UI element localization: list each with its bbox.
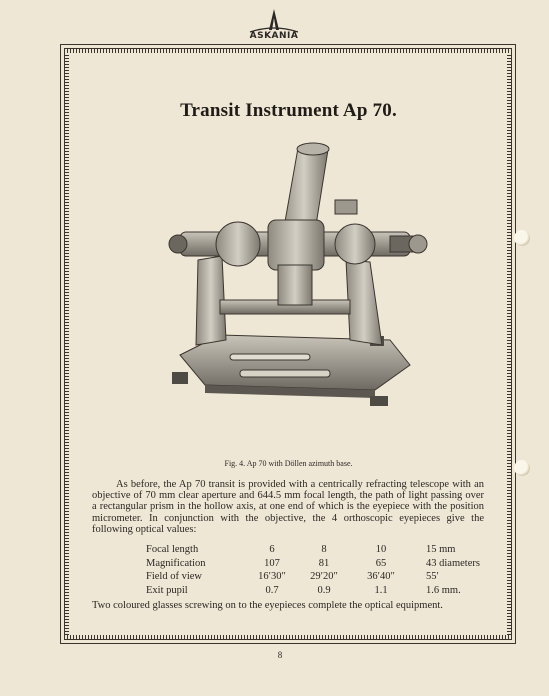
- spec-value: 15 mm: [426, 544, 456, 556]
- spec-value: 81: [318, 557, 330, 569]
- spec-value: 6: [269, 544, 275, 556]
- border-hatch-bottom: [64, 635, 512, 640]
- logo-brand-text: ASKANIA: [249, 31, 299, 41]
- spec-value: 16′30″: [258, 571, 286, 583]
- table-row: [146, 570, 480, 584]
- body-paragraph: As before, the Ap 70 transit is provided with a centrically refracting telescope with an objective of 70 mm clear aperture and 644.5 mm focal length, the path of light passing over a rectangular prism in the hollow axis, at one end of which is the eyepiece with the position micrometer. In conjunction with the objective, the 4 orthoscopic eyepieces give the following optical values:: [92, 479, 484, 535]
- table-row: [146, 584, 480, 598]
- spec-label: Focal length: [146, 544, 199, 556]
- spec-label: Field of view: [146, 571, 202, 583]
- binder-hole-icon: [514, 230, 530, 246]
- spec-value: 65: [375, 557, 387, 569]
- spec-value: 8: [321, 544, 327, 556]
- table-row: [146, 557, 480, 571]
- optical-values-table: [146, 543, 480, 597]
- table-row: [146, 543, 480, 557]
- figure-caption: Fig. 4. Ap 70 with Döllen azimuth base.: [224, 459, 353, 468]
- spec-value: 1.1: [374, 584, 388, 596]
- transit-instrument-illustration: [160, 140, 430, 415]
- spec-label: Magnification: [146, 557, 206, 569]
- page-title: Transit Instrument Ap 70.: [180, 100, 397, 121]
- spec-value: 107: [264, 557, 280, 569]
- spec-value: 55′: [426, 571, 439, 583]
- closing-paragraph: Two coloured glasses screwing on to the eyepieces complete the optical equipment.: [92, 600, 443, 611]
- border-hatch-right: [507, 53, 512, 635]
- spec-value: 10: [375, 544, 387, 556]
- spec-value: 1.6 mm.: [426, 584, 461, 596]
- border-hatch-left: [64, 53, 69, 635]
- spec-value: 0.9: [317, 584, 331, 596]
- spec-value: 29′20″: [310, 571, 338, 583]
- askania-logo: [236, 8, 312, 44]
- spec-label: Exit pupil: [146, 584, 188, 596]
- binder-hole-icon: [514, 460, 530, 476]
- page-number: 8: [277, 650, 283, 660]
- border-hatch-top: [64, 48, 512, 53]
- spec-value: 0.7: [265, 584, 279, 596]
- spec-value: 43 diameters: [426, 557, 480, 569]
- spec-value: 36′40″: [367, 571, 395, 583]
